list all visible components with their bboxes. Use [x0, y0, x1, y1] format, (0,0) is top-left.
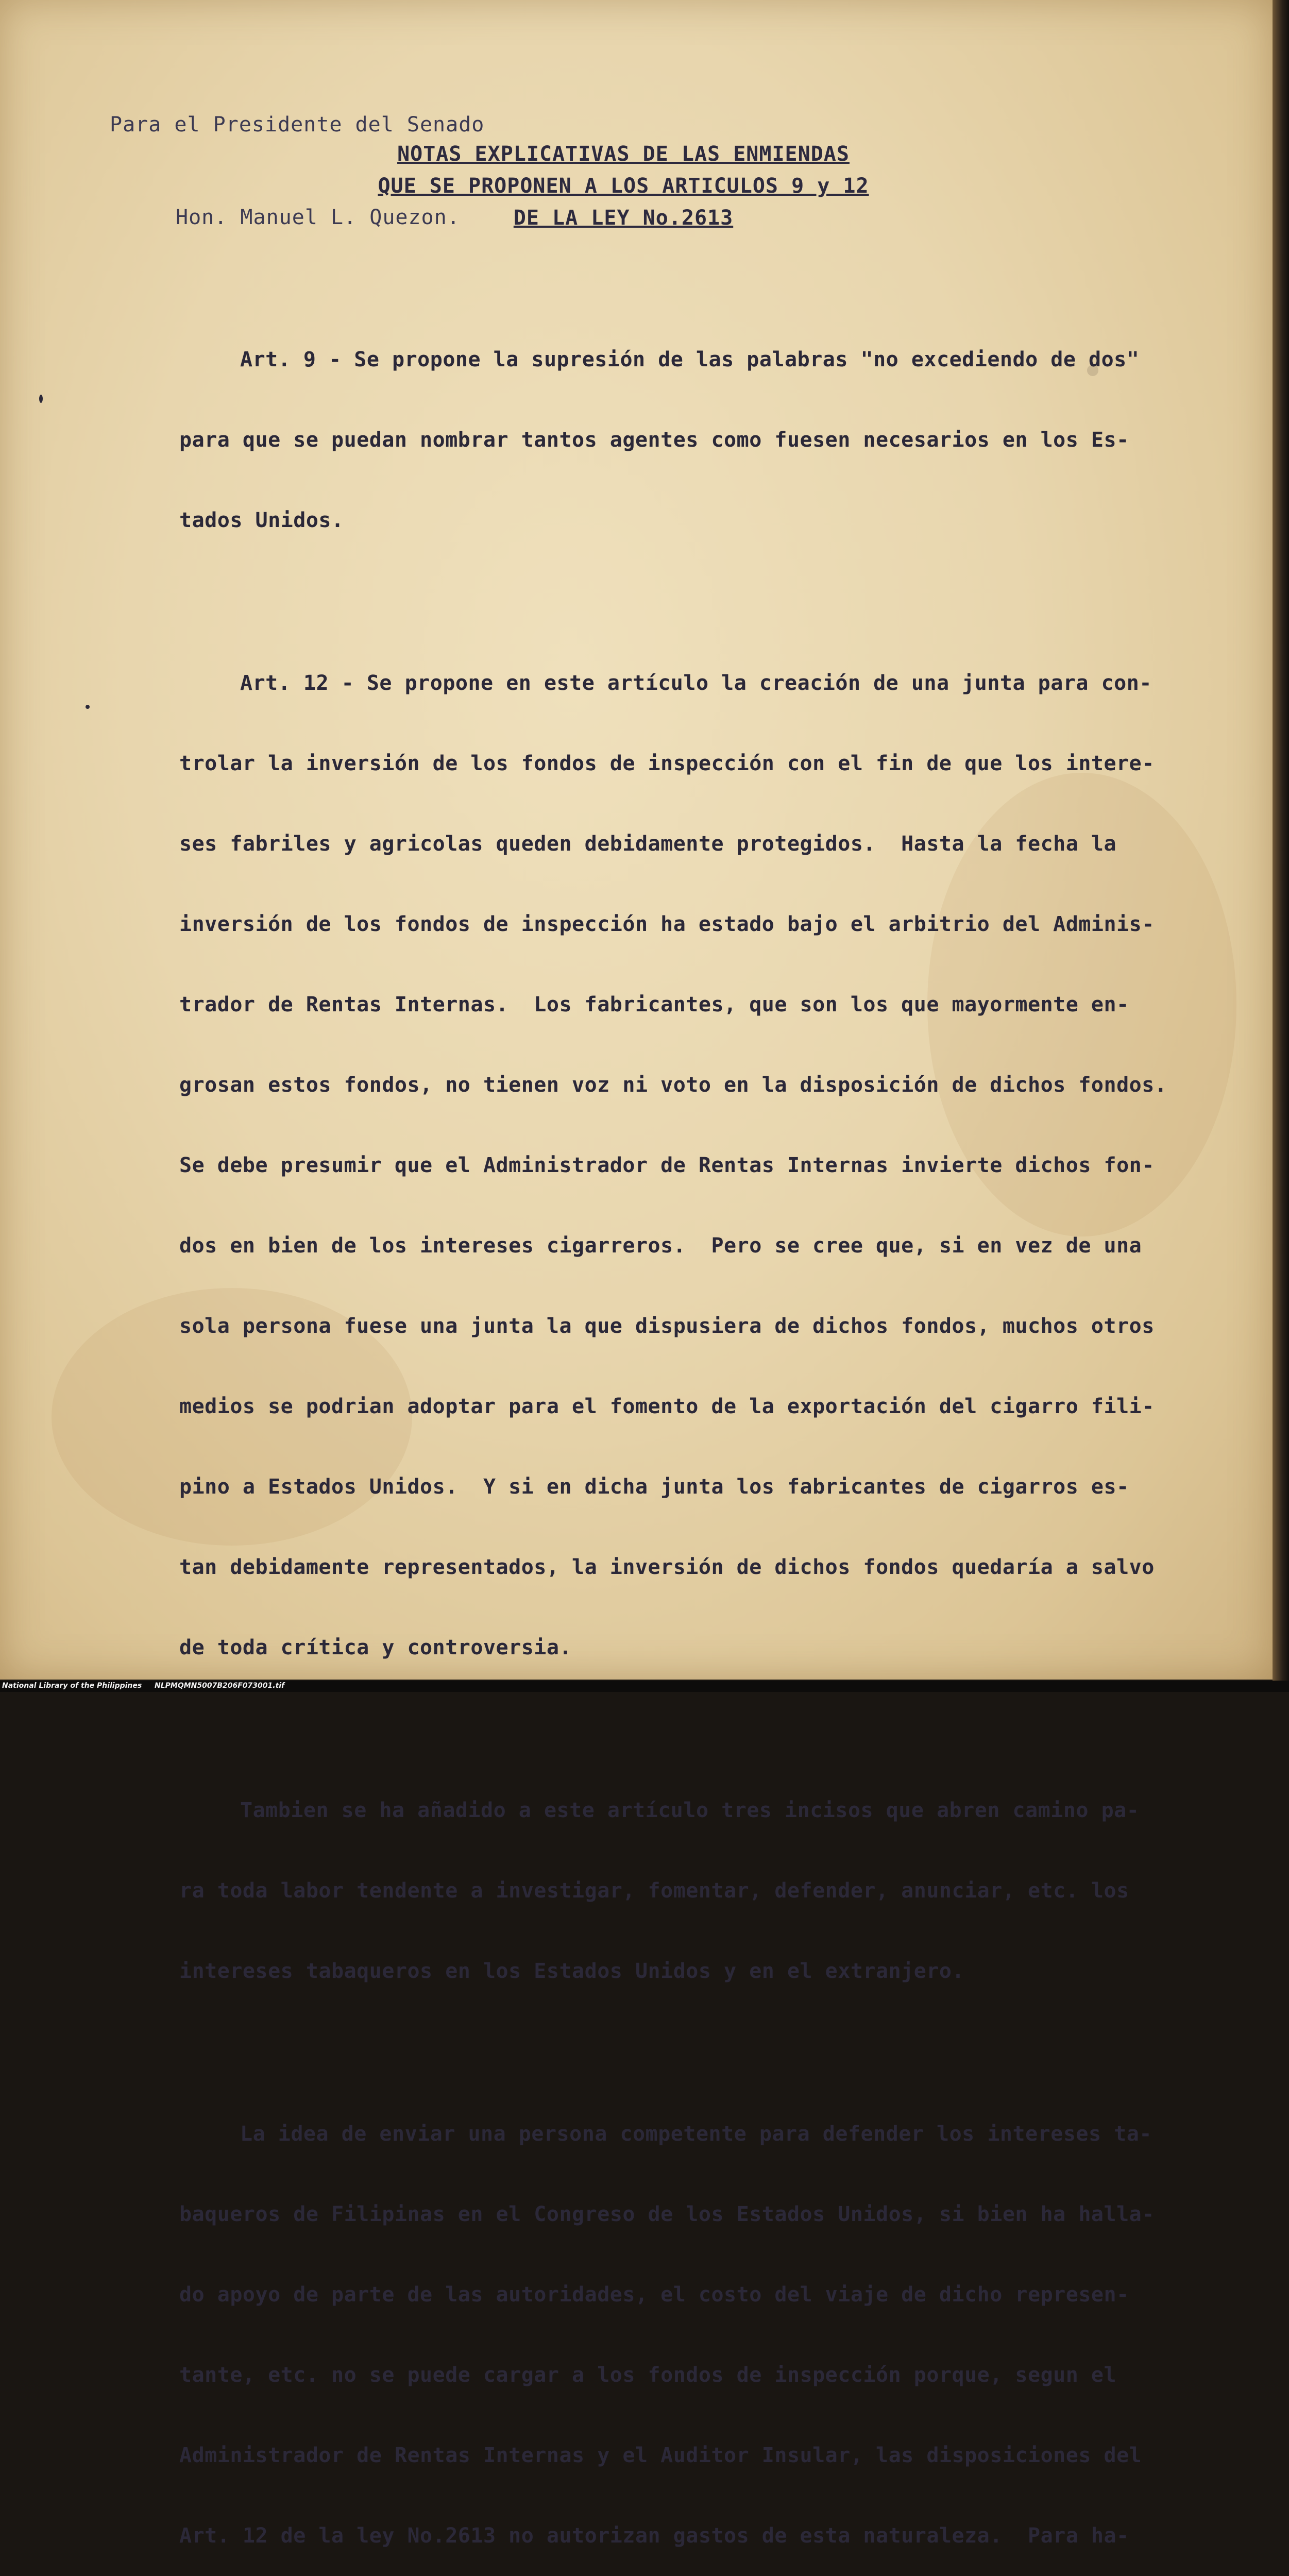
text-line: Se debe presumir que el Administrador de Rentas Internas invierte dichos fon-	[179, 1154, 1155, 1177]
text-line: dos en bien de los intereses cigarreros. Pero se cree que, si en vez de una	[179, 1234, 1142, 1258]
text-line: Tambien se ha añadido a este artículo tres incisos que abren camino pa-	[240, 1799, 1140, 1822]
text-line: inversión de los fondos de inspección ha estado bajo el arbitrio del Adminis-	[179, 912, 1155, 936]
paragraph-representative	[179, 2067, 1171, 2576]
text-line: tante, etc. no se puede cargar a los fondos de inspección porque, segun el	[179, 2363, 1117, 2387]
text-line: trador de Rentas Internas. Los fabricantes, que son los que mayormente en-	[179, 993, 1129, 1016]
recipient-line-1: Para el Presidente del Senado	[110, 113, 485, 137]
text-line: Administrador de Rentas Internas y el Auditor Insular, las disposiciones del	[179, 2444, 1142, 2467]
file-name: NLPMQMN5007B206F073001.tif	[155, 1682, 285, 1690]
title-line-2: QUE SE PROPONEN A LOS ARTICULOS 9 y 12	[378, 174, 869, 198]
text-line: sola persona fuese una junta la que dispusiera de dichos fondos, muchos otros	[179, 1314, 1155, 1338]
ink-mark	[1087, 365, 1098, 376]
text-line: grosan estos fondos, no tienen voz ni voto en la disposición de dichos fondos.	[179, 1073, 1167, 1097]
text-line: baqueros de Filipinas en el Congreso de los Estados Unidos, si bien ha halla-	[179, 2202, 1155, 2226]
title-line-3: DE LA LEY No.2613	[513, 206, 734, 230]
text-line: medios se podrian adoptar para el fomento de la exportación del cigarro fili-	[179, 1395, 1155, 1418]
text-line: tan debidamente representados, la inversión de dichos fondos quedaría a salvo	[179, 1555, 1155, 1579]
page-edge-shadow	[1273, 0, 1289, 1692]
text-line: trolar la inversión de los fondos de inspección con el fin de que los intere-	[179, 752, 1155, 775]
archive-footer	[0, 1681, 1289, 1692]
paragraph-art-9	[179, 293, 1171, 587]
text-line: Art. 12 - Se propone en este artículo la creación de una junta para con-	[240, 671, 1152, 695]
text-line: pino a Estados Unidos. Y si en dicha junta los fabricantes de cigarros es-	[179, 1475, 1129, 1499]
text-line: ses fabriles y agricolas queden debidamente protegidos. Hasta la fecha la	[179, 832, 1117, 856]
ink-mark	[39, 395, 43, 403]
text-line: La idea de enviar una persona competente para defender los intereses ta-	[240, 2122, 1152, 2146]
library-credit: National Library of the Philippines	[2, 1682, 142, 1690]
document-body	[179, 293, 1171, 2576]
text-line: intereses tabaqueros en los Estados Unidos y en el extranjero.	[179, 1959, 965, 1983]
text-line: ra toda labor tendente a investigar, fomentar, defender, anunciar, etc. los	[179, 1879, 1129, 1903]
title-line-1: NOTAS EXPLICATIVAS DE LAS ENMIENDAS	[397, 142, 850, 166]
ink-mark	[86, 705, 90, 709]
paragraph-art-12	[179, 616, 1171, 1715]
paragraph-incisos	[179, 1743, 1171, 2038]
text-line: Art. 9 - Se propone la supresión de las palabras "no excediendo de dos"	[240, 348, 1140, 371]
text-line: do apoyo de parte de las autoridades, el costo del viaje de dicho represen-	[179, 2283, 1129, 2307]
text-line: para que se puedan nombrar tantos agentes como fuesen necesarios en los Es-	[179, 428, 1129, 452]
text-line: Art. 12 de la ley No.2613 no autorizan gastos de esta naturaleza. Para ha-	[179, 2524, 1129, 2548]
text-line: tados Unidos.	[179, 509, 344, 532]
recipient-line-2: Hon. Manuel L. Quezon.	[176, 206, 460, 229]
text-line: de toda crítica y controversia.	[179, 1636, 572, 1659]
document-title	[289, 138, 958, 234]
